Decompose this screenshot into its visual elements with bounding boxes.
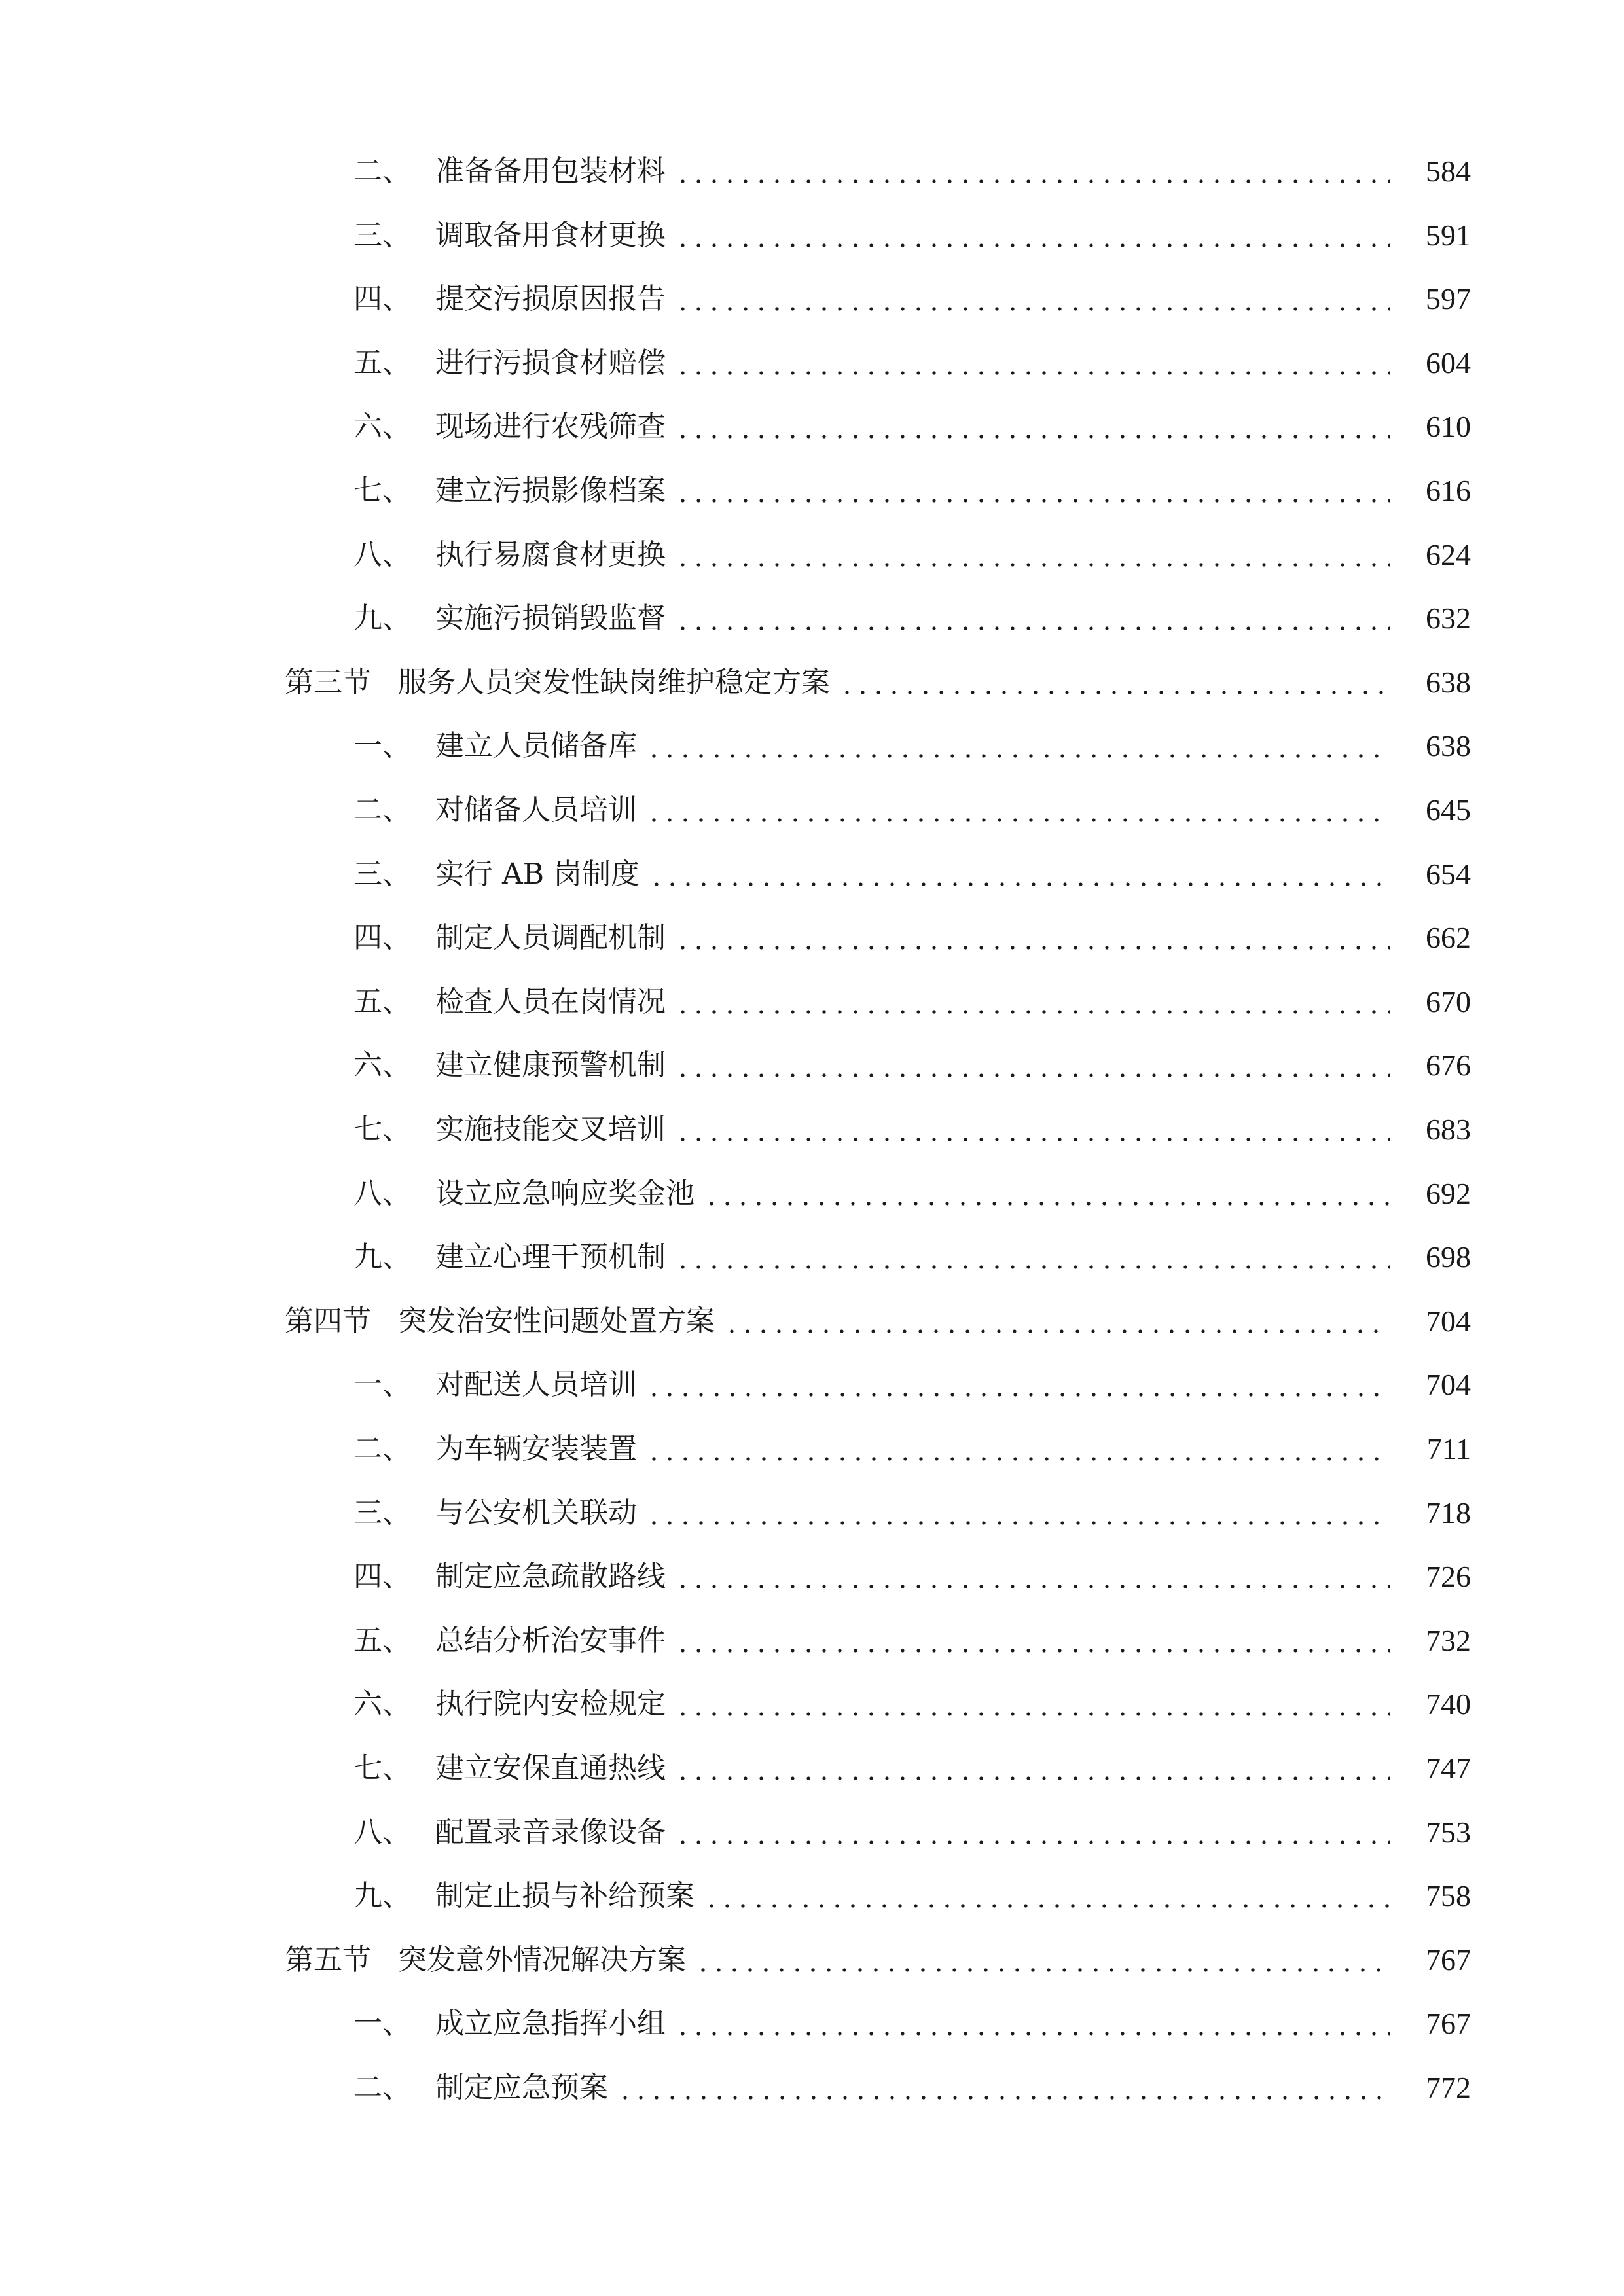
toc-entry-page-number: 670 [1426,984,1471,1018]
toc-entry-page-number: 740 [1426,1687,1471,1721]
toc-leader-dots [649,882,1390,886]
toc-entry-number: 八、 [353,537,411,571]
toc-entry-number: 五、 [353,1623,411,1657]
toc-entry-number: 三、 [353,218,411,252]
toc-entry-page-number: 718 [1426,1496,1471,1530]
toc-entry-page-number: 591 [1426,218,1471,252]
toc-entry-number: 二、 [353,793,411,827]
toc-entry-page-number: 584 [1426,154,1471,188]
toc-entry-title: 对储备人员培训 [435,793,637,827]
toc-entry-page-number: 624 [1426,537,1471,571]
toc-entry-number: 九、 [353,1879,411,1913]
toc-leader-dots [675,243,1390,247]
toc-entry-title: 建立污损影像档案 [435,474,666,507]
toc-entry-title: 与公安机关联动 [435,1496,637,1530]
toc-leader-dots [675,1712,1390,1716]
toc-entry-title: 服务人员突发性缺岗维护稳定方案 [398,665,830,699]
toc-item-entry[interactable] [0,1615,1624,1667]
toc-entry-title: 制定应急预案 [435,2071,608,2104]
toc-entry-number: 二、 [353,154,411,188]
toc-entry-number: 一、 [353,729,411,763]
toc-entry-title: 总结分析治安事件 [435,1623,666,1657]
toc-entry-number: 八、 [353,1176,411,1210]
toc-leader-dots [675,435,1390,439]
toc-entry-title: 进行污损食材赔偿 [435,346,666,380]
toc-entry-number: 八、 [353,1815,411,1849]
toc-entry-number: 二、 [353,2071,411,2104]
toc-item-entry[interactable] [0,912,1624,964]
toc-entry-title: 突发治安性问题处置方案 [398,1304,715,1338]
toc-item-entry[interactable] [0,1423,1624,1475]
toc-entry-page-number: 704 [1426,1368,1471,1402]
toc-entry-title: 实行 AB 岗制度 [435,857,640,891]
toc-leader-dots [646,1393,1390,1397]
toc-item-entry[interactable] [0,1039,1624,1092]
toc-entry-number: 九、 [353,601,411,636]
toc-entry-page-number: 767 [1426,1943,1471,1977]
toc-section-entry[interactable] [0,1934,1624,1986]
toc-entry-number: 一、 [353,1368,411,1402]
toc-leader-dots [646,1521,1390,1525]
toc-item-entry[interactable] [0,1742,1624,1795]
toc-item-entry[interactable] [0,1998,1624,2050]
toc-leader-dots [675,1265,1390,1269]
toc-leader-dots [646,1457,1390,1461]
toc-entry-number: 第三节 [285,665,371,699]
toc-entry-number: 七、 [353,1113,411,1146]
toc-entry-title: 建立人员储备库 [435,729,637,763]
toc-entry-title: 建立安保直通热线 [435,1751,666,1785]
toc-entry-page-number: 597 [1426,282,1471,316]
toc-entry-number: 二、 [353,1432,411,1465]
toc-entry-page-number: 726 [1426,1560,1471,1594]
toc-leader-dots [675,179,1390,183]
toc-entry-number: 三、 [353,1496,411,1530]
toc-leader-dots [675,946,1390,950]
toc-entry-title: 实施技能交叉培训 [435,1113,666,1146]
toc-item-entry[interactable] [0,1678,1624,1731]
toc-item-entry[interactable] [0,1870,1624,1922]
toc-entry-page-number: 692 [1426,1176,1471,1210]
toc-entry-number: 五、 [353,984,411,1018]
toc-entry-title: 突发意外情况解决方案 [398,1943,686,1977]
toc-leader-dots [839,691,1390,694]
toc-entry-title: 制定止损与补给预案 [435,1879,695,1913]
toc-item-entry[interactable] [0,209,1624,262]
toc-entry-title: 建立心理干预机制 [435,1240,666,1274]
toc-entry-title: 为车辆安装装置 [435,1432,637,1465]
toc-item-entry[interactable] [0,1103,1624,1156]
toc-entry-page-number: 632 [1426,601,1471,636]
toc-entry-page-number: 616 [1426,474,1471,507]
toc-entry-page-number: 676 [1426,1049,1471,1083]
toc-entry-title: 实施污损销毁监督 [435,601,666,636]
toc-entry-title: 提交污损原因报告 [435,282,666,316]
toc-entry-page-number: 711 [1426,1432,1471,1465]
toc-entry-page-number: 645 [1426,793,1471,827]
toc-leader-dots [646,754,1390,758]
toc-leader-dots [675,1073,1390,1077]
toc-entry-number: 六、 [353,1049,411,1083]
toc-item-entry[interactable] [0,848,1624,901]
toc-leader-dots [675,2032,1390,2036]
toc-entry-number: 三、 [353,857,411,891]
toc-entry-number: 六、 [353,1687,411,1721]
toc-item-entry[interactable] [0,976,1624,1028]
toc-entry-title: 检查人员在岗情况 [435,984,666,1018]
toc-entry-number: 四、 [353,1560,411,1594]
toc-entry-title: 配置录音录像设备 [435,1815,666,1849]
toc-entry-page-number: 662 [1426,921,1471,955]
toc-leader-dots [675,1010,1390,1014]
toc-leader-dots [646,818,1390,822]
toc-leader-dots [675,1776,1390,1780]
toc-leader-dots [675,499,1390,503]
toc-leader-dots [675,371,1390,375]
toc-entry-page-number: 610 [1426,410,1471,444]
toc-entry-number: 五、 [353,346,411,380]
toc-item-entry[interactable] [0,1359,1624,1411]
toc-section-entry[interactable] [0,656,1624,709]
toc-entry-title: 制定人员调配机制 [435,921,666,955]
toc-item-entry[interactable] [0,529,1624,581]
toc-entry-page-number: 638 [1426,665,1471,699]
toc-entry-number: 第四节 [285,1304,371,1338]
toc-entry-page-number: 704 [1426,1304,1471,1338]
toc-item-entry[interactable] [0,720,1624,772]
toc-entry-title: 建立健康预警机制 [435,1049,666,1083]
toc-leader-dots [704,1202,1390,1206]
toc-entry-page-number: 698 [1426,1240,1471,1274]
toc-item-entry[interactable] [0,1487,1624,1539]
toc-entry-title: 制定应急疏散路线 [435,1560,666,1594]
toc-item-entry[interactable] [0,592,1624,645]
toc-entry-page-number: 772 [1426,2071,1471,2104]
toc-entry-title: 调取备用食材更换 [435,218,666,252]
toc-entry-title: 设立应急响应奖金池 [435,1176,695,1210]
toc-entry-page-number: 654 [1426,857,1471,891]
toc-leader-dots [675,307,1390,311]
toc-leader-dots [675,1840,1390,1844]
toc-item-entry[interactable] [0,401,1624,453]
toc-item-entry[interactable] [0,1551,1624,1603]
toc-section-entry[interactable] [0,1295,1624,1348]
toc-item-entry[interactable] [0,2062,1624,2114]
toc-entry-number: 一、 [353,2007,411,2041]
toc-entry-page-number: 747 [1426,1751,1471,1785]
toc-item-entry[interactable] [0,273,1624,325]
toc-item-entry[interactable] [0,465,1624,517]
toc-entry-title: 执行院内安检规定 [435,1687,666,1721]
toc-entry-page-number: 732 [1426,1623,1471,1657]
toc-entry-page-number: 753 [1426,1815,1471,1849]
toc-leader-dots [675,1585,1390,1588]
toc-leader-dots [724,1329,1390,1333]
toc-item-entry[interactable] [0,1806,1624,1859]
toc-entry-page-number: 638 [1426,729,1471,763]
toc-leader-dots [675,1138,1390,1141]
toc-item-entry[interactable] [0,1231,1624,1283]
toc-entry-number: 四、 [353,921,411,955]
toc-leader-dots [695,1968,1390,1972]
toc-entry-page-number: 758 [1426,1879,1471,1913]
toc-entry-page-number: 767 [1426,2007,1471,2041]
toc-entry-number: 七、 [353,1751,411,1785]
toc-entry-title: 现场进行农残筛查 [435,410,666,444]
toc-entry-number: 第五节 [285,1943,371,1977]
toc-entry-title: 成立应急指挥小组 [435,2007,666,2041]
toc-item-entry[interactable] [0,1168,1624,1220]
toc-entry-title: 执行易腐食材更换 [435,537,666,571]
toc-leader-dots [617,2096,1390,2100]
toc-entry-number: 六、 [353,410,411,444]
toc-entry-page-number: 604 [1426,346,1471,380]
toc-entry-number: 九、 [353,1240,411,1274]
toc-entry-title: 准备备用包装材料 [435,154,666,188]
toc-item-entry[interactable] [0,784,1624,836]
toc-item-entry[interactable] [0,337,1624,389]
toc-leader-dots [675,626,1390,630]
toc-entry-title: 对配送人员培训 [435,1368,637,1402]
toc-leader-dots [675,563,1390,567]
toc-entry-page-number: 683 [1426,1113,1471,1146]
toc-leader-dots [675,1649,1390,1653]
toc-entry-number: 七、 [353,474,411,507]
toc-leader-dots [704,1904,1390,1908]
toc-entry-number: 四、 [353,282,411,316]
toc-item-entry[interactable] [0,145,1624,198]
